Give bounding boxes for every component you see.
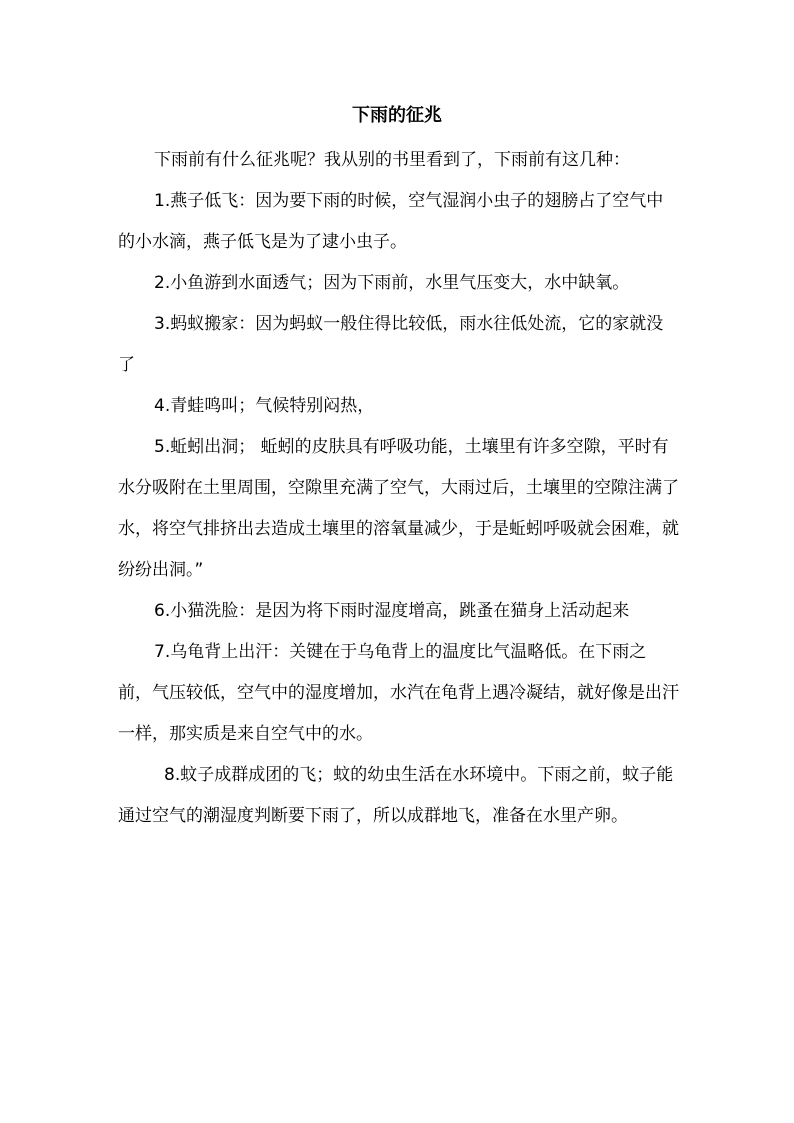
sign-paragraph-mosquito: 8.蚊子成群成团的飞；蚊的幼虫生活在水环境中。下雨之前，蚊子能通过空气的潮湿度判断要下雨了，所以成群地飞，准备在水里产卵。: [118, 765, 674, 826]
sign-paragraph-turtle: 7.乌龟背上出汗：关键在于乌龟背上的温度比气温略低。在下雨之前，气压较低，空气中的湿度增加，水汽在龟背上遇冷凝结，就好像是出汗一样，那实质是来自空气中的水。: [118, 642, 679, 744]
document-body: [118, 140, 680, 837]
document-title: 下雨的征兆: [352, 105, 442, 126]
intro-paragraph: 下雨前有什么征兆呢？我从别的书里看到了，下雨前有这几种：: [154, 150, 630, 170]
sign-paragraph-swallow: 1.燕子低飞：因为要下雨的时候，空气湿润小虫子的翅膀占了空气中的小水滴，燕子低飞是为了逮小虫子。: [118, 191, 664, 252]
sign-paragraph-earthworm: 5.蚯蚓出洞； 蚯蚓的皮肤具有呼吸功能，土壤里有许多空隙，平时有水分吸附在土里周围，空隙里充满了空气，大雨过后，土壤里的空隙注满了水，将空气排挤出去造成土壤里的溶氧量减少，于是蚯蚓呼吸就会困难，就纷纷出洞。”: [118, 437, 679, 580]
sign-paragraph-cat: 6.小猫洗脸：是因为将下雨时湿度增高，跳蚤在猫身上活动起来: [154, 601, 630, 621]
sign-paragraph-ants: 3.蚂蚁搬家：因为蚂蚁一般住得比较低，雨水往低处流，它的家就没了: [118, 314, 664, 375]
sign-paragraph-fish: 2.小鱼游到水面透气；因为下雨前，水里气压变大，水中缺氧。: [154, 273, 630, 293]
sign-paragraph-frog: 4.青蛙鸣叫；气候特别闷热，: [154, 396, 375, 416]
